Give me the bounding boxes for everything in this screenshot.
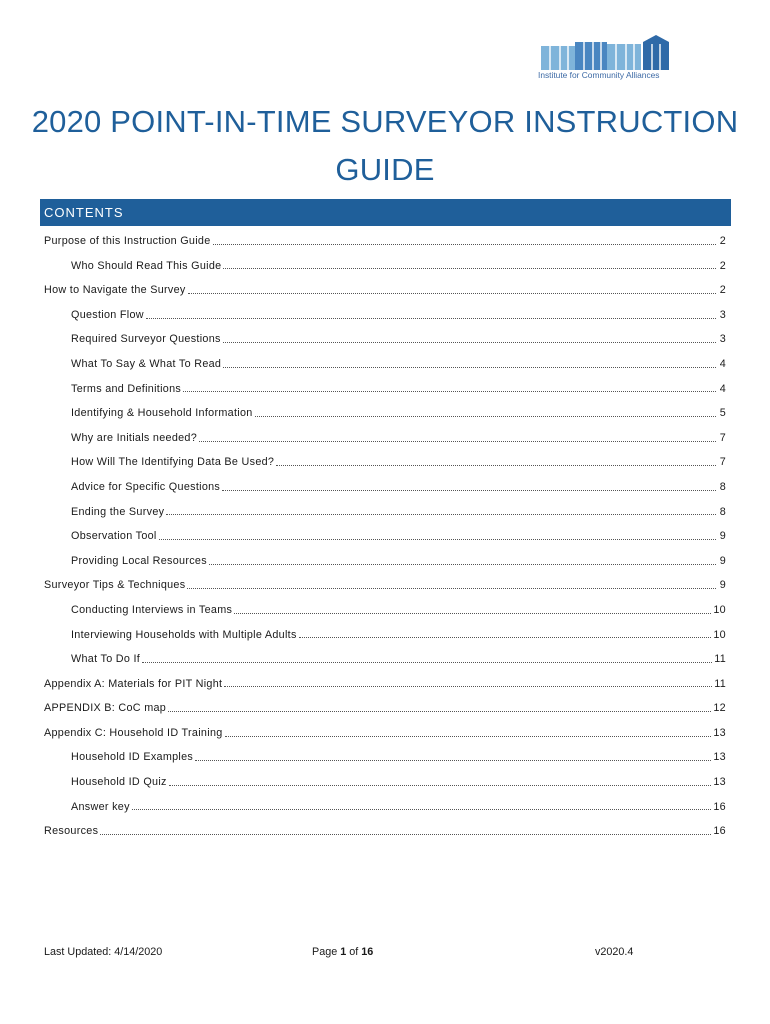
toc-entry[interactable] <box>44 696 726 721</box>
toc-entry-label: Terms and Definitions <box>71 382 182 395</box>
toc-entry-label: Why are Initials needed? <box>71 431 198 444</box>
toc-entry-page: 8 <box>719 505 726 518</box>
toc-leader-dots <box>225 736 712 737</box>
toc-leader-dots <box>146 318 716 319</box>
logo <box>538 34 674 82</box>
toc-entry[interactable] <box>44 327 726 352</box>
page-prefix: Page <box>312 946 341 958</box>
toc-entry-page: 4 <box>719 382 726 395</box>
toc-entry-page: 7 <box>719 431 726 444</box>
toc-entry-page: 16 <box>713 825 726 838</box>
toc-entry-label: What To Say & What To Read <box>71 357 222 370</box>
toc-entry-page: 3 <box>719 308 726 321</box>
toc-entry-page: 9 <box>719 530 726 543</box>
toc-leader-dots <box>159 539 716 540</box>
toc-entry-label: Surveyor Tips & Techniques <box>44 579 186 592</box>
toc-entry-label: Appendix A: Materials for PIT Night <box>44 677 223 690</box>
toc-entry-page: 9 <box>719 579 726 592</box>
toc-entry-page: 5 <box>719 407 726 420</box>
version: v2020.4 <box>595 946 634 958</box>
toc-leader-dots <box>166 514 716 515</box>
toc-entry[interactable] <box>44 745 726 770</box>
toc-entry-label: Required Surveyor Questions <box>71 333 221 346</box>
toc-entry-page: 13 <box>713 751 726 764</box>
toc-entry-page: 11 <box>714 653 726 666</box>
logo-text: Institute for Community Alliances <box>538 70 660 80</box>
toc-entry[interactable] <box>44 623 726 648</box>
toc-entry[interactable] <box>44 500 726 525</box>
toc-entry-label: Household ID Quiz <box>71 776 167 789</box>
toc-leader-dots <box>222 490 716 491</box>
toc-leader-dots <box>223 268 716 269</box>
page-total: 16 <box>361 946 374 958</box>
toc-entry-label: Providing Local Resources <box>71 554 207 567</box>
toc-entry[interactable] <box>44 229 726 254</box>
toc-leader-dots <box>195 760 711 761</box>
page-number <box>312 946 373 958</box>
toc-entry-label: Ending the Survey <box>71 505 165 518</box>
toc-entry[interactable] <box>44 819 726 844</box>
toc-entry[interactable] <box>44 672 726 697</box>
toc-leader-dots <box>223 367 716 368</box>
toc-entry-label: Advice for Specific Questions <box>71 480 221 493</box>
toc-leader-dots <box>132 809 712 810</box>
toc-entry[interactable] <box>44 524 726 549</box>
toc-entry[interactable] <box>44 352 726 377</box>
last-updated: Last Updated: 4/14/2020 <box>44 946 163 958</box>
toc-entry[interactable] <box>44 795 726 820</box>
toc-entry-label: Question Flow <box>71 308 144 321</box>
toc-entry-label: Household ID Examples <box>71 751 194 764</box>
toc-entry[interactable] <box>44 770 726 795</box>
toc-leader-dots <box>209 564 716 565</box>
toc-leader-dots <box>255 416 716 417</box>
toc-entry-label: Resources <box>44 825 99 838</box>
toc-entry-label: Purpose of this Instruction Guide <box>44 235 211 247</box>
toc-entry-page: 7 <box>719 456 726 469</box>
toc-entry-label: Answer key <box>71 800 130 813</box>
toc-leader-dots <box>213 244 716 245</box>
toc-leader-dots <box>299 637 712 638</box>
toc-entry-label: APPENDIX B: CoC map <box>44 702 167 715</box>
toc-entry-label: Who Should Read This Guide <box>71 259 222 272</box>
toc-entry[interactable] <box>44 303 726 328</box>
page-current: 1 <box>340 946 347 958</box>
toc-entry[interactable] <box>44 278 726 303</box>
toc-leader-dots <box>183 391 716 392</box>
toc-entry-page: 11 <box>714 677 726 690</box>
toc-entry[interactable] <box>44 598 726 623</box>
toc-leader-dots <box>223 342 716 343</box>
toc-entry-label: How Will The Identifying Data Be Used? <box>71 456 275 469</box>
toc-entry-page: 10 <box>713 603 726 616</box>
toc-entry-label: Conducting Interviews in Teams <box>71 603 233 616</box>
toc-leader-dots <box>188 293 716 294</box>
toc-leader-dots <box>187 588 716 589</box>
toc-entry-page: 13 <box>713 776 726 789</box>
toc-entry-page: 3 <box>719 333 726 346</box>
toc-entry-label: Observation Tool <box>71 530 157 543</box>
toc-entry-page: 4 <box>719 357 726 370</box>
toc-entry-page: 13 <box>713 726 726 739</box>
toc-entry-page: 10 <box>713 628 726 641</box>
city-skyline-logo-icon <box>538 34 674 70</box>
toc-leader-dots <box>276 465 716 466</box>
toc-entry-label: Interviewing Households with Multiple Adults <box>71 628 297 641</box>
toc-entry-page: 9 <box>719 554 726 567</box>
toc-entry-page: 2 <box>719 235 726 247</box>
toc-entry-label: Appendix C: Household ID Training <box>44 726 223 739</box>
toc-entry-page: 12 <box>713 702 726 715</box>
toc-entry-page: 2 <box>719 259 726 272</box>
toc-entry[interactable] <box>44 475 726 500</box>
toc-entry-page: 2 <box>719 284 726 297</box>
toc-entry[interactable] <box>44 721 726 746</box>
toc-leader-dots <box>142 662 712 663</box>
toc-leader-dots <box>199 441 716 442</box>
toc-entry[interactable] <box>44 401 726 426</box>
toc-leader-dots <box>100 834 711 835</box>
toc-leader-dots <box>224 686 712 687</box>
toc-leader-dots <box>234 613 711 614</box>
toc-entry-label: How to Navigate the Survey <box>44 284 186 297</box>
page-of: of <box>346 946 362 958</box>
toc-entry-label: Identifying & Household Information <box>71 407 253 420</box>
toc-entry[interactable] <box>44 647 726 672</box>
toc-entry-page: 8 <box>719 480 726 493</box>
toc-entry[interactable] <box>44 254 726 279</box>
toc-leader-dots <box>168 711 711 712</box>
toc-leader-dots <box>169 785 712 786</box>
toc-entry[interactable] <box>44 549 726 574</box>
contents-heading: CONTENTS <box>40 199 731 226</box>
document-title: 2020 POINT-IN-TIME SURVEYOR INSTRUCTION GUIDE <box>31 104 739 187</box>
toc-entry[interactable] <box>44 377 726 402</box>
toc-entry[interactable] <box>44 573 726 598</box>
toc-entry-page: 16 <box>713 800 726 813</box>
toc-entry[interactable] <box>44 426 726 451</box>
table-of-contents <box>44 229 726 844</box>
toc-entry[interactable] <box>44 450 726 475</box>
toc-entry-label: What To Do If <box>71 653 141 666</box>
